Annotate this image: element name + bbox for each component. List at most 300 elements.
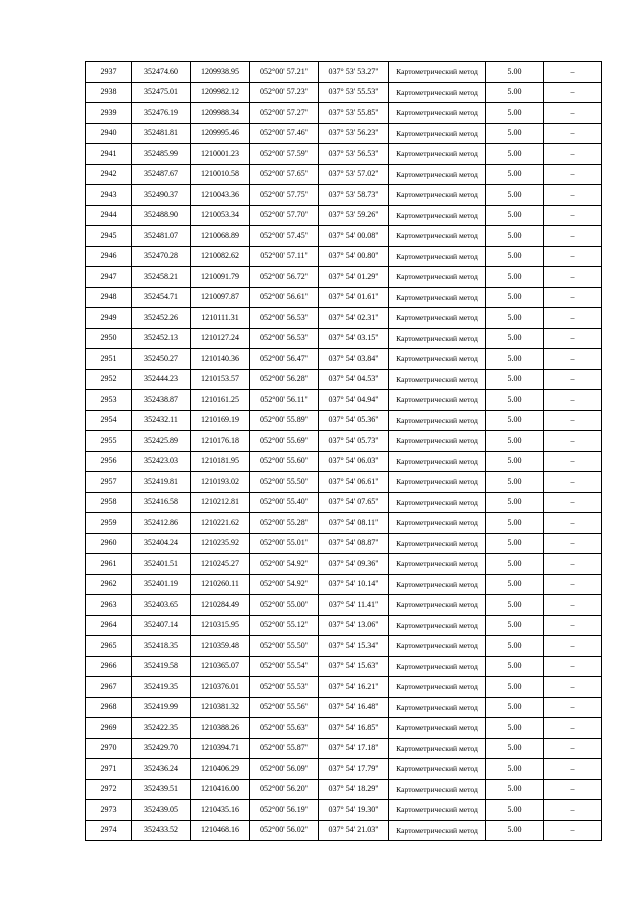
latitude-cell: 052°00' 55.12"	[250, 615, 319, 636]
method-cell: Картометрический метод	[389, 451, 486, 472]
point-number-cell: 2969	[86, 718, 132, 739]
method-cell: Картометрический метод	[389, 349, 486, 370]
latitude-cell: 052°00' 57.27"	[250, 103, 319, 124]
x-coordinate-cell: 352407.14	[132, 615, 191, 636]
note-cell: –	[544, 287, 602, 308]
y-coordinate-cell: 1210381.32	[191, 697, 250, 718]
longitude-cell: 037° 53' 55.85"	[319, 103, 389, 124]
y-coordinate-cell: 1210245.27	[191, 554, 250, 575]
method-cell: Картометрический метод	[389, 656, 486, 677]
note-cell: –	[544, 656, 602, 677]
point-number-cell: 2949	[86, 308, 132, 329]
point-number-cell: 2937	[86, 62, 132, 83]
method-cell: Картометрический метод	[389, 308, 486, 329]
y-coordinate-cell: 1210260.11	[191, 574, 250, 595]
table-row	[86, 410, 602, 431]
y-coordinate-cell: 1210169.19	[191, 410, 250, 431]
point-number-cell: 2970	[86, 738, 132, 759]
note-cell: –	[544, 759, 602, 780]
longitude-cell: 037° 54' 08.11"	[319, 513, 389, 534]
accuracy-cell: 5.00	[486, 328, 544, 349]
accuracy-cell: 5.00	[486, 779, 544, 800]
point-number-cell: 2964	[86, 615, 132, 636]
note-cell: –	[544, 820, 602, 841]
latitude-cell: 052°00' 56.28"	[250, 369, 319, 390]
longitude-cell: 037° 54' 04.94"	[319, 390, 389, 411]
latitude-cell: 052°00' 56.53"	[250, 308, 319, 329]
method-cell: Картометрический метод	[389, 144, 486, 165]
table-row	[86, 554, 602, 575]
note-cell: –	[544, 554, 602, 575]
method-cell: Картометрический метод	[389, 82, 486, 103]
x-coordinate-cell: 352423.03	[132, 451, 191, 472]
y-coordinate-cell: 1210221.62	[191, 513, 250, 534]
note-cell: –	[544, 164, 602, 185]
x-coordinate-cell: 352404.24	[132, 533, 191, 554]
method-cell: Картометрический метод	[389, 226, 486, 247]
accuracy-cell: 5.00	[486, 615, 544, 636]
accuracy-cell: 5.00	[486, 410, 544, 431]
accuracy-cell: 5.00	[486, 82, 544, 103]
y-coordinate-cell: 1210001.23	[191, 144, 250, 165]
method-cell: Картометрический метод	[389, 267, 486, 288]
point-number-cell: 2948	[86, 287, 132, 308]
table-row	[86, 308, 602, 329]
y-coordinate-cell: 1209988.34	[191, 103, 250, 124]
point-number-cell: 2967	[86, 677, 132, 698]
point-number-cell: 2960	[86, 533, 132, 554]
longitude-cell: 037° 54' 16.21"	[319, 677, 389, 698]
table-row	[86, 328, 602, 349]
y-coordinate-cell: 1210416.00	[191, 779, 250, 800]
longitude-cell: 037° 54' 07.65"	[319, 492, 389, 513]
method-cell: Картометрический метод	[389, 615, 486, 636]
method-cell: Картометрический метод	[389, 677, 486, 698]
x-coordinate-cell: 352403.65	[132, 595, 191, 616]
latitude-cell: 052°00' 55.56"	[250, 697, 319, 718]
method-cell: Картометрический метод	[389, 595, 486, 616]
point-number-cell: 2971	[86, 759, 132, 780]
note-cell: –	[544, 718, 602, 739]
accuracy-cell: 5.00	[486, 820, 544, 841]
point-number-cell: 2943	[86, 185, 132, 206]
accuracy-cell: 5.00	[486, 574, 544, 595]
longitude-cell: 037° 54' 01.61"	[319, 287, 389, 308]
note-cell: –	[544, 328, 602, 349]
point-number-cell: 2939	[86, 103, 132, 124]
point-number-cell: 2942	[86, 164, 132, 185]
table-row	[86, 615, 602, 636]
x-coordinate-cell: 352454.71	[132, 287, 191, 308]
table-row	[86, 205, 602, 226]
method-cell: Картометрический метод	[389, 697, 486, 718]
note-cell: –	[544, 410, 602, 431]
table-row	[86, 82, 602, 103]
x-coordinate-cell: 352425.89	[132, 431, 191, 452]
latitude-cell: 052°00' 56.11"	[250, 390, 319, 411]
note-cell: –	[544, 308, 602, 329]
y-coordinate-cell: 1210406.29	[191, 759, 250, 780]
latitude-cell: 052°00' 57.45"	[250, 226, 319, 247]
latitude-cell: 052°00' 57.11"	[250, 246, 319, 267]
x-coordinate-cell: 352436.24	[132, 759, 191, 780]
latitude-cell: 052°00' 55.50"	[250, 472, 319, 493]
latitude-cell: 052°00' 55.89"	[250, 410, 319, 431]
y-coordinate-cell: 1210053.34	[191, 205, 250, 226]
latitude-cell: 052°00' 57.70"	[250, 205, 319, 226]
method-cell: Картометрический метод	[389, 759, 486, 780]
table-row	[86, 103, 602, 124]
accuracy-cell: 5.00	[486, 205, 544, 226]
note-cell: –	[544, 513, 602, 534]
note-cell: –	[544, 123, 602, 144]
method-cell: Картометрический метод	[389, 636, 486, 657]
method-cell: Картометрический метод	[389, 492, 486, 513]
accuracy-cell: 5.00	[486, 513, 544, 534]
note-cell: –	[544, 369, 602, 390]
method-cell: Картометрический метод	[389, 718, 486, 739]
latitude-cell: 052°00' 55.60"	[250, 451, 319, 472]
latitude-cell: 052°00' 57.21"	[250, 62, 319, 83]
latitude-cell: 052°00' 56.61"	[250, 287, 319, 308]
note-cell: –	[544, 779, 602, 800]
y-coordinate-cell: 1210376.01	[191, 677, 250, 698]
accuracy-cell: 5.00	[486, 759, 544, 780]
longitude-cell: 037° 54' 01.29"	[319, 267, 389, 288]
latitude-cell: 052°00' 55.01"	[250, 533, 319, 554]
method-cell: Картометрический метод	[389, 472, 486, 493]
longitude-cell: 037° 54' 09.36"	[319, 554, 389, 575]
accuracy-cell: 5.00	[486, 595, 544, 616]
longitude-cell: 037° 54' 04.53"	[319, 369, 389, 390]
latitude-cell: 052°00' 54.92"	[250, 554, 319, 575]
note-cell: –	[544, 267, 602, 288]
longitude-cell: 037° 53' 57.02"	[319, 164, 389, 185]
note-cell: –	[544, 574, 602, 595]
point-number-cell: 2953	[86, 390, 132, 411]
method-cell: Картометрический метод	[389, 574, 486, 595]
accuracy-cell: 5.00	[486, 656, 544, 677]
latitude-cell: 052°00' 57.23"	[250, 82, 319, 103]
table-row	[86, 390, 602, 411]
table-row	[86, 574, 602, 595]
x-coordinate-cell: 352470.28	[132, 246, 191, 267]
latitude-cell: 052°00' 56.47"	[250, 349, 319, 370]
x-coordinate-cell: 352481.81	[132, 123, 191, 144]
x-coordinate-cell: 352476.19	[132, 103, 191, 124]
longitude-cell: 037° 54' 02.31"	[319, 308, 389, 329]
x-coordinate-cell: 352452.13	[132, 328, 191, 349]
method-cell: Картометрический метод	[389, 103, 486, 124]
table-row	[86, 759, 602, 780]
note-cell: –	[544, 697, 602, 718]
y-coordinate-cell: 1210359.48	[191, 636, 250, 657]
table-row	[86, 287, 602, 308]
table-row	[86, 677, 602, 698]
note-cell: –	[544, 82, 602, 103]
longitude-cell: 037° 54' 08.87"	[319, 533, 389, 554]
point-number-cell: 2972	[86, 779, 132, 800]
note-cell: –	[544, 103, 602, 124]
x-coordinate-cell: 352439.05	[132, 800, 191, 821]
y-coordinate-cell: 1210365.07	[191, 656, 250, 677]
table-row	[86, 697, 602, 718]
table-row	[86, 349, 602, 370]
latitude-cell: 052°00' 57.65"	[250, 164, 319, 185]
x-coordinate-cell: 352485.99	[132, 144, 191, 165]
accuracy-cell: 5.00	[486, 369, 544, 390]
coordinates-table-body	[86, 62, 602, 841]
table-row	[86, 513, 602, 534]
table-row	[86, 636, 602, 657]
y-coordinate-cell: 1210212.81	[191, 492, 250, 513]
y-coordinate-cell: 1210176.18	[191, 431, 250, 452]
longitude-cell: 037° 54' 17.79"	[319, 759, 389, 780]
method-cell: Картометрический метод	[389, 410, 486, 431]
x-coordinate-cell: 352488.90	[132, 205, 191, 226]
y-coordinate-cell: 1210068.89	[191, 226, 250, 247]
accuracy-cell: 5.00	[486, 636, 544, 657]
y-coordinate-cell: 1209938.95	[191, 62, 250, 83]
note-cell: –	[544, 246, 602, 267]
y-coordinate-cell: 1210284.49	[191, 595, 250, 616]
point-number-cell: 2955	[86, 431, 132, 452]
table-row	[86, 185, 602, 206]
note-cell: –	[544, 205, 602, 226]
accuracy-cell: 5.00	[486, 185, 544, 206]
longitude-cell: 037° 54' 10.14"	[319, 574, 389, 595]
longitude-cell: 037° 54' 16.48"	[319, 697, 389, 718]
longitude-cell: 037° 54' 03.15"	[319, 328, 389, 349]
y-coordinate-cell: 1210468.16	[191, 820, 250, 841]
x-coordinate-cell: 352433.52	[132, 820, 191, 841]
accuracy-cell: 5.00	[486, 738, 544, 759]
point-number-cell: 2954	[86, 410, 132, 431]
x-coordinate-cell: 352438.87	[132, 390, 191, 411]
longitude-cell: 037° 53' 58.73"	[319, 185, 389, 206]
longitude-cell: 037° 54' 00.80"	[319, 246, 389, 267]
method-cell: Картометрический метод	[389, 820, 486, 841]
note-cell: –	[544, 62, 602, 83]
point-number-cell: 2950	[86, 328, 132, 349]
x-coordinate-cell: 352450.27	[132, 349, 191, 370]
table-row	[86, 738, 602, 759]
accuracy-cell: 5.00	[486, 718, 544, 739]
longitude-cell: 037° 54' 05.36"	[319, 410, 389, 431]
note-cell: –	[544, 390, 602, 411]
accuracy-cell: 5.00	[486, 144, 544, 165]
x-coordinate-cell: 352490.37	[132, 185, 191, 206]
accuracy-cell: 5.00	[486, 472, 544, 493]
x-coordinate-cell: 352419.81	[132, 472, 191, 493]
accuracy-cell: 5.00	[486, 451, 544, 472]
longitude-cell: 037° 54' 15.63"	[319, 656, 389, 677]
point-number-cell: 2957	[86, 472, 132, 493]
note-cell: –	[544, 800, 602, 821]
accuracy-cell: 5.00	[486, 308, 544, 329]
accuracy-cell: 5.00	[486, 246, 544, 267]
accuracy-cell: 5.00	[486, 431, 544, 452]
point-number-cell: 2965	[86, 636, 132, 657]
latitude-cell: 052°00' 57.75"	[250, 185, 319, 206]
latitude-cell: 052°00' 55.50"	[250, 636, 319, 657]
longitude-cell: 037° 54' 06.61"	[319, 472, 389, 493]
note-cell: –	[544, 595, 602, 616]
longitude-cell: 037° 54' 15.34"	[319, 636, 389, 657]
accuracy-cell: 5.00	[486, 492, 544, 513]
latitude-cell: 052°00' 55.53"	[250, 677, 319, 698]
point-number-cell: 2961	[86, 554, 132, 575]
method-cell: Картометрический метод	[389, 185, 486, 206]
x-coordinate-cell: 352418.35	[132, 636, 191, 657]
x-coordinate-cell: 352487.67	[132, 164, 191, 185]
latitude-cell: 052°00' 55.00"	[250, 595, 319, 616]
note-cell: –	[544, 451, 602, 472]
method-cell: Картометрический метод	[389, 369, 486, 390]
note-cell: –	[544, 636, 602, 657]
x-coordinate-cell: 352422.35	[132, 718, 191, 739]
x-coordinate-cell: 352429.70	[132, 738, 191, 759]
longitude-cell: 037° 54' 00.08"	[319, 226, 389, 247]
x-coordinate-cell: 352439.51	[132, 779, 191, 800]
x-coordinate-cell: 352452.26	[132, 308, 191, 329]
note-cell: –	[544, 677, 602, 698]
table-row	[86, 492, 602, 513]
method-cell: Картометрический метод	[389, 123, 486, 144]
accuracy-cell: 5.00	[486, 677, 544, 698]
latitude-cell: 052°00' 57.59"	[250, 144, 319, 165]
y-coordinate-cell: 1210127.24	[191, 328, 250, 349]
method-cell: Картометрический метод	[389, 328, 486, 349]
accuracy-cell: 5.00	[486, 164, 544, 185]
note-cell: –	[544, 144, 602, 165]
accuracy-cell: 5.00	[486, 800, 544, 821]
x-coordinate-cell: 352481.07	[132, 226, 191, 247]
longitude-cell: 037° 54' 03.84"	[319, 349, 389, 370]
longitude-cell: 037° 53' 56.23"	[319, 123, 389, 144]
longitude-cell: 037° 54' 05.73"	[319, 431, 389, 452]
x-coordinate-cell: 352419.99	[132, 697, 191, 718]
latitude-cell: 052°00' 56.53"	[250, 328, 319, 349]
method-cell: Картометрический метод	[389, 431, 486, 452]
latitude-cell: 052°00' 56.20"	[250, 779, 319, 800]
point-number-cell: 2946	[86, 246, 132, 267]
y-coordinate-cell: 1210161.25	[191, 390, 250, 411]
x-coordinate-cell: 352475.01	[132, 82, 191, 103]
table-row	[86, 246, 602, 267]
table-row	[86, 533, 602, 554]
y-coordinate-cell: 1210388.26	[191, 718, 250, 739]
longitude-cell: 037° 54' 06.03"	[319, 451, 389, 472]
longitude-cell: 037° 54' 16.85"	[319, 718, 389, 739]
y-coordinate-cell: 1209995.46	[191, 123, 250, 144]
longitude-cell: 037° 53' 56.53"	[319, 144, 389, 165]
table-row	[86, 656, 602, 677]
table-row	[86, 820, 602, 841]
method-cell: Картометрический метод	[389, 800, 486, 821]
accuracy-cell: 5.00	[486, 267, 544, 288]
longitude-cell: 037° 54' 13.06"	[319, 615, 389, 636]
table-row	[86, 62, 602, 83]
note-cell: –	[544, 185, 602, 206]
x-coordinate-cell: 352474.60	[132, 62, 191, 83]
table-row	[86, 451, 602, 472]
point-number-cell: 2951	[86, 349, 132, 370]
x-coordinate-cell: 352432.11	[132, 410, 191, 431]
accuracy-cell: 5.00	[486, 62, 544, 83]
x-coordinate-cell: 352458.21	[132, 267, 191, 288]
method-cell: Картометрический метод	[389, 779, 486, 800]
point-number-cell: 2944	[86, 205, 132, 226]
point-number-cell: 2973	[86, 800, 132, 821]
latitude-cell: 052°00' 54.92"	[250, 574, 319, 595]
latitude-cell: 052°00' 56.72"	[250, 267, 319, 288]
method-cell: Картометрический метод	[389, 287, 486, 308]
y-coordinate-cell: 1210315.95	[191, 615, 250, 636]
x-coordinate-cell: 352419.35	[132, 677, 191, 698]
longitude-cell: 037° 54' 11.41"	[319, 595, 389, 616]
latitude-cell: 052°00' 55.40"	[250, 492, 319, 513]
point-number-cell: 2963	[86, 595, 132, 616]
y-coordinate-cell: 1210140.36	[191, 349, 250, 370]
note-cell: –	[544, 738, 602, 759]
accuracy-cell: 5.00	[486, 349, 544, 370]
longitude-cell: 037° 54' 21.03"	[319, 820, 389, 841]
table-row	[86, 472, 602, 493]
method-cell: Картометрический метод	[389, 205, 486, 226]
longitude-cell: 037° 54' 17.18"	[319, 738, 389, 759]
coordinates-table	[85, 61, 602, 841]
point-number-cell: 2966	[86, 656, 132, 677]
latitude-cell: 052°00' 56.19"	[250, 800, 319, 821]
note-cell: –	[544, 226, 602, 247]
table-row	[86, 226, 602, 247]
note-cell: –	[544, 431, 602, 452]
note-cell: –	[544, 472, 602, 493]
table-row	[86, 595, 602, 616]
y-coordinate-cell: 1210394.71	[191, 738, 250, 759]
longitude-cell: 037° 53' 53.27"	[319, 62, 389, 83]
x-coordinate-cell: 352401.19	[132, 574, 191, 595]
y-coordinate-cell: 1210193.02	[191, 472, 250, 493]
point-number-cell: 2968	[86, 697, 132, 718]
accuracy-cell: 5.00	[486, 533, 544, 554]
point-number-cell: 2938	[86, 82, 132, 103]
method-cell: Картометрический метод	[389, 513, 486, 534]
table-row	[86, 123, 602, 144]
method-cell: Картометрический метод	[389, 554, 486, 575]
x-coordinate-cell: 352412.86	[132, 513, 191, 534]
y-coordinate-cell: 1210082.62	[191, 246, 250, 267]
y-coordinate-cell: 1210043.36	[191, 185, 250, 206]
table-row	[86, 800, 602, 821]
y-coordinate-cell: 1210435.16	[191, 800, 250, 821]
longitude-cell: 037° 53' 55.53"	[319, 82, 389, 103]
accuracy-cell: 5.00	[486, 103, 544, 124]
longitude-cell: 037° 53' 59.26"	[319, 205, 389, 226]
method-cell: Картометрический метод	[389, 533, 486, 554]
point-number-cell: 2974	[86, 820, 132, 841]
point-number-cell: 2941	[86, 144, 132, 165]
table-row	[86, 144, 602, 165]
table-row	[86, 718, 602, 739]
accuracy-cell: 5.00	[486, 123, 544, 144]
point-number-cell: 2958	[86, 492, 132, 513]
y-coordinate-cell: 1210235.92	[191, 533, 250, 554]
y-coordinate-cell: 1210181.95	[191, 451, 250, 472]
note-cell: –	[544, 533, 602, 554]
point-number-cell: 2940	[86, 123, 132, 144]
